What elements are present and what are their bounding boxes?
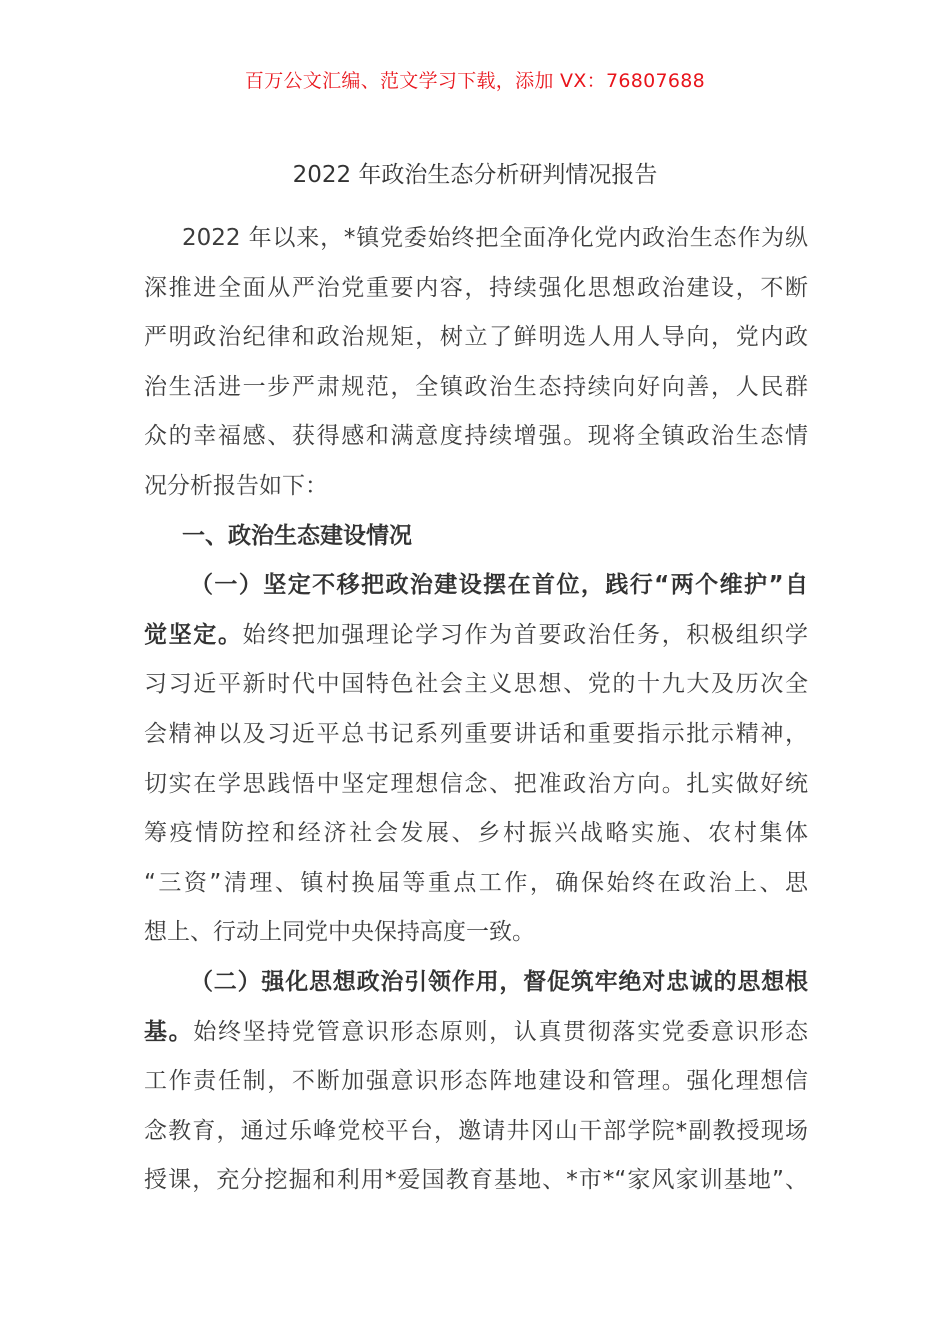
- paragraph-line: 切实在学思践悟中坚定理想信念、把准政治方向。扎实做好统: [144, 770, 808, 797]
- paragraph-line: “三资”清理、镇村换届等重点工作，确保始终在政治上、思: [144, 869, 808, 896]
- paragraph-line: 况分析报告如下：: [144, 472, 328, 499]
- paragraph-line: 筹疫情防控和经济社会发展、乡村振兴战略实施、农村集体: [144, 820, 808, 847]
- paragraph-text: 始终把加强理论学习作为首要政治任务，积极组织学: [242, 621, 809, 648]
- section-heading: 一、政治生态建设情况: [182, 522, 412, 549]
- paragraph-line: 念教育，通过乐峰党校平台，邀请井冈山干部学院*副教授现场: [144, 1117, 808, 1144]
- document-body: [144, 214, 808, 1206]
- paragraph-line: 习习近平新时代中国特色社会主义思想、党的十九大及历次全: [144, 671, 808, 698]
- paragraph-line: 众的幸福感、获得感和满意度持续增强。现将全镇政治生态情: [144, 423, 808, 450]
- paragraph-line: 工作责任制，不断加强意识形态阵地建设和管理。强化理想信: [144, 1068, 808, 1095]
- paragraph-line: 想上、行动上同党中央保持高度一致。: [144, 919, 535, 946]
- document-title: 2022 年政治生态分析研判情况报告: [292, 162, 658, 188]
- paragraph-line: 治生活进一步严肃规范，全镇政治生态持续向好向善，人民群: [144, 373, 808, 400]
- paragraph-line: 深推进全面从严治党重要内容，持续强化思想政治建设，不断: [144, 274, 808, 301]
- subsection-heading-tail: 觉坚定。: [144, 621, 243, 648]
- subsection-heading: （一）坚定不移把政治建设摆在首位，践行“两个维护”自: [190, 572, 808, 599]
- paragraph-line: 授课，充分挖掘和利用*爱国教育基地、*市*“家风家训基地”、: [144, 1167, 808, 1194]
- paragraph-line: 会精神以及习近平总书记系列重要讲话和重要指示批示精神，: [144, 720, 808, 747]
- paragraph-line: 严明政治纪律和政治规矩，树立了鲜明选人用人导向，党内政: [144, 324, 808, 351]
- paragraph-line: [144, 611, 808, 661]
- paragraph-line: [144, 1008, 808, 1058]
- subsection-heading: （二）强化思想政治引领作用，督促筑牢绝对忠诚的思想根: [190, 968, 808, 995]
- paragraph-line: 2022 年以来，*镇党委始终把全面净化党内政治生态作为纵: [182, 225, 808, 251]
- subsection-heading-tail: 基。: [144, 1018, 194, 1045]
- paragraph-text: 始终坚持党管意识形态原则，认真贯彻落实党委意识形态: [193, 1018, 809, 1045]
- header-banner: 百万公文汇编、范文学习下载，添加 VX：76807688: [244, 70, 706, 92]
